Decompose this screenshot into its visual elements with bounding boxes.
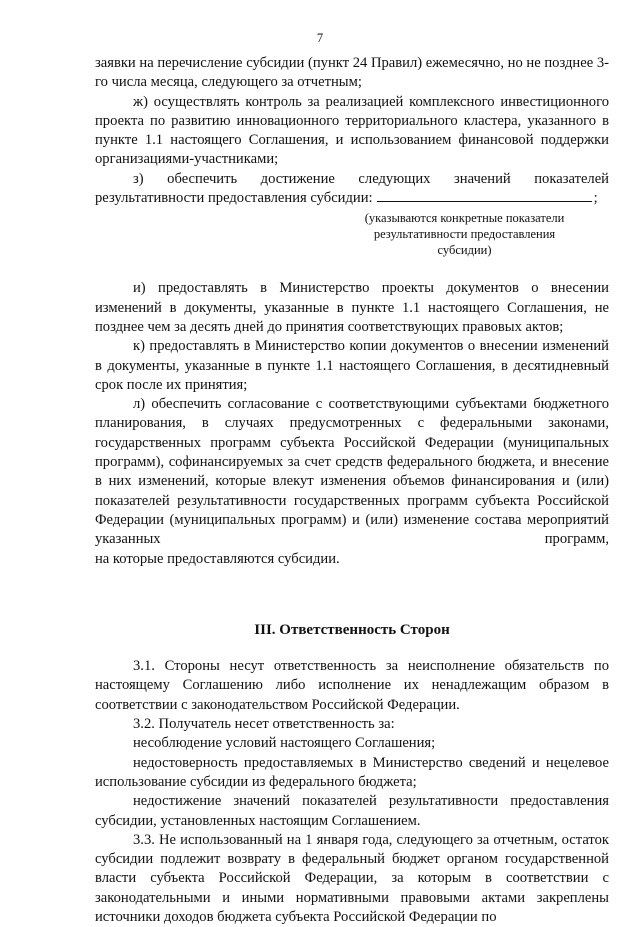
paragraph-3-2: 3.2. Получатель несет ответственность за: xyxy=(133,716,395,733)
item-z-end: ; xyxy=(593,190,598,207)
fill-note: (указываются конкретные показатели результативности предоставления субсидии) xyxy=(364,211,565,258)
page-number: 7 xyxy=(316,31,324,45)
paragraph-item-l-end: на которые предоставляются субсидии. xyxy=(95,550,340,567)
paragraph-item-zh: ж) осуществлять контроль за реализацией комплексного инвестиционного проекта по развитию инновационного территориального кластера, указанного в пункте 1.1 настоящего Соглашения, и использованием финансовой поддержки организациями-участниками; xyxy=(95,93,609,168)
spacer xyxy=(95,258,609,279)
item-z-text: з) обеспечить достижение следующих значений показателей результативности предоставления субсидии: xyxy=(95,170,609,207)
section-title: III. Ответственность Сторон xyxy=(254,621,450,638)
paragraph-item-z xyxy=(95,170,609,209)
paragraph-3-3: 3.3. Не использованный на 1 января года, следующего за отчетным, остаток субсидии подлежит возврату в федеральный бюджет органом государственной власти субъекта Российской Федерации, за которым в соответствии с законодательными и иными нормативными правовыми актами закреплены источники доходов бюджета субъекта Российской Федерации по xyxy=(95,831,609,925)
paragraph-applications: заявки на перечисление субсидии (пункт 24 Правил) ежемесячно, но не позднее 3-го числа месяца, следующего за отчетным; xyxy=(95,55,609,91)
paragraph-item-i: и) предоставлять в Министерство проекты документов о внесении изменений в документы, указанные в пункте 1.1 настоящего Соглашения, не позднее чем за десять дней до принятия соответствующих правовых актов; xyxy=(95,280,609,335)
paragraph-item-l: л) обеспечить согласование с соответствующими субъектами бюджетного планирования, в случаях предусмотренных с федеральными законами, государственных программ субъекта Российской Федерации (муниципальных программ), софинансируемых за счет средств федерального бюджета, и внесение в них изменений, которые влекут изменения объемов финансирования и (или) показателей результативности государственных программ субъекта Российской Федерации (муниципальных программ) и (или) изменение состава мероприятий указанных программ, xyxy=(95,396,609,548)
paragraph-3-2-c: недостижение значений показателей результативности предоставления субсидии, установленных настоящим Соглашением. xyxy=(95,793,609,829)
page-content xyxy=(95,54,609,927)
paragraph-3-2-b: недостоверность предоставляемых в Министерство сведений и нецелевое использование субсидии из федерального бюджета; xyxy=(95,754,609,790)
spacer xyxy=(95,569,609,621)
paragraph-3-2-a: несоблюдение условий настоящего Соглашения; xyxy=(133,735,436,752)
paragraph-item-k: к) предоставлять в Министерство копии документов о внесении изменений в документы, указанные в пункте 1.1 настоящего Соглашения, в десятидневный срок после их принятия; xyxy=(95,338,609,393)
blank-fill-line xyxy=(377,189,592,202)
paragraph-3-1: 3.1. Стороны несут ответственность за неисполнение обязательств по настоящему Соглашению либо исполнение их ненадлежащим образом в соответствии с законодательством Российской Федерации. xyxy=(95,658,609,713)
